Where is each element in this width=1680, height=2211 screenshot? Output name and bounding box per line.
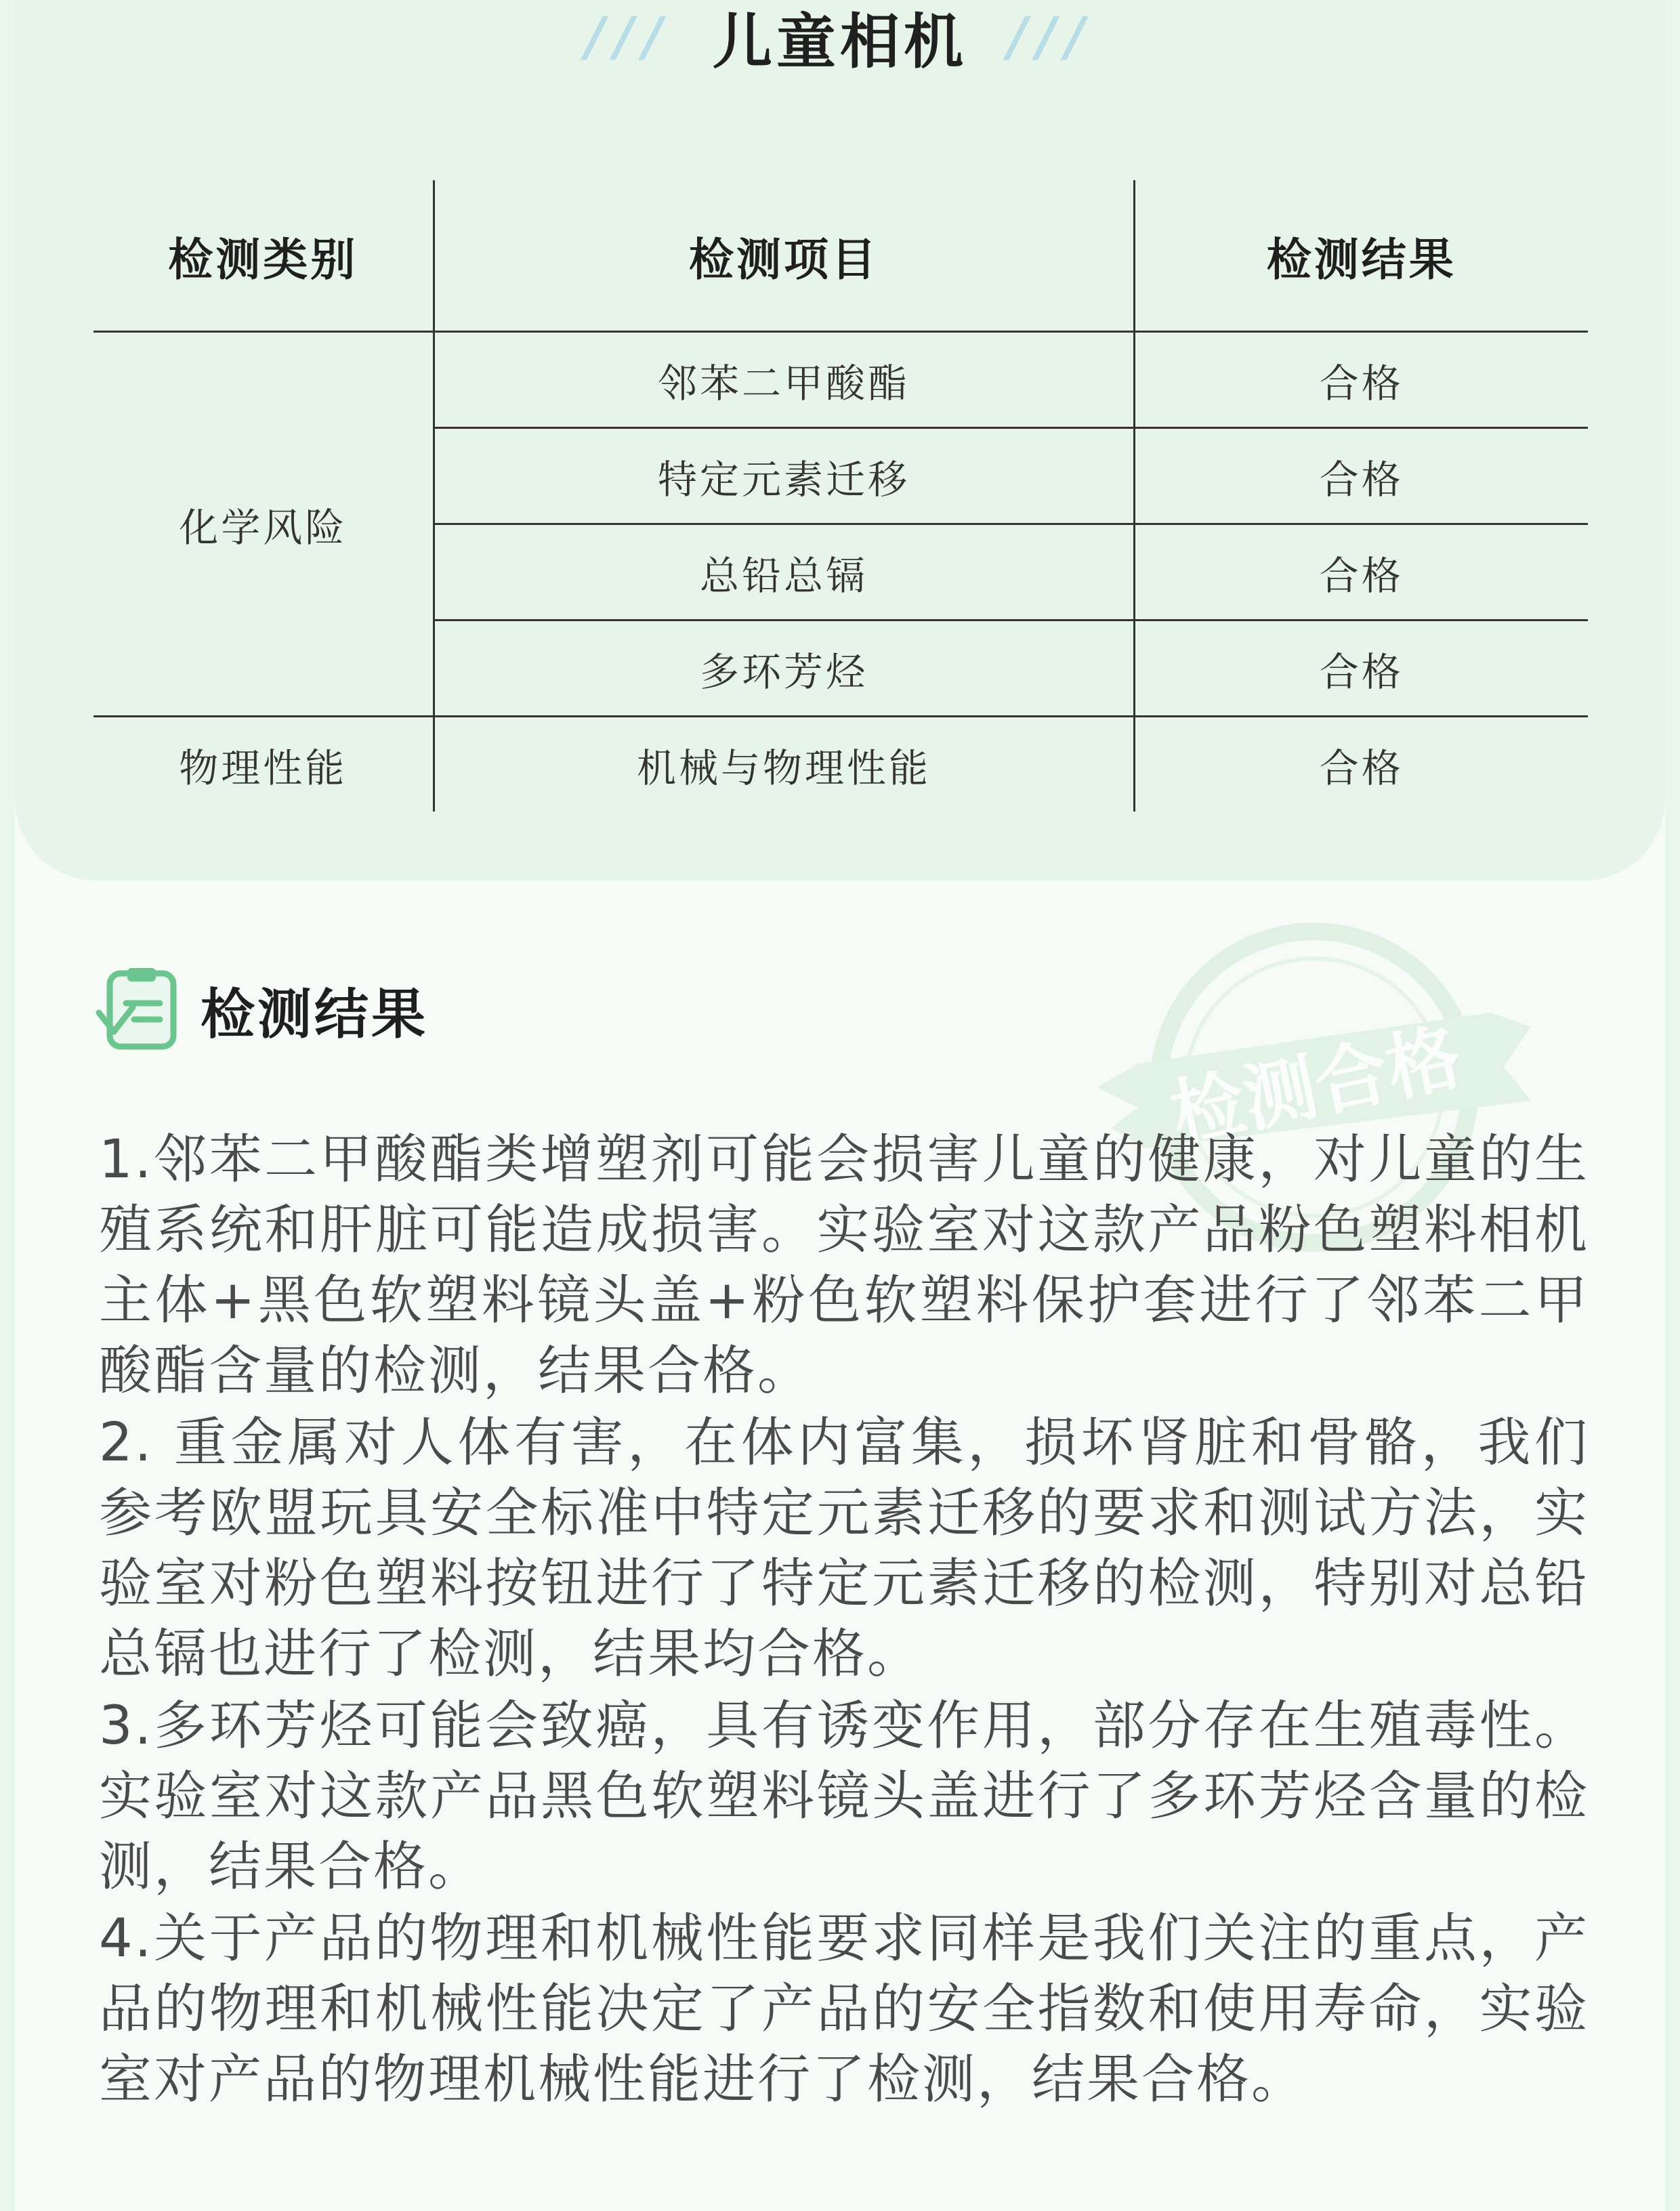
category-cell: 化学风险 xyxy=(93,332,434,717)
stamp-text: 检测合格 xyxy=(1164,1014,1468,1158)
header-category: 检测类别 xyxy=(93,180,434,332)
table-row xyxy=(93,332,1588,428)
item-cell: 特定元素迁移 xyxy=(434,428,1134,524)
item-cell: 机械与物理性能 xyxy=(434,717,1134,812)
header-result: 检测结果 xyxy=(1134,180,1588,332)
paragraph: 1.邻苯二甲酸酯类增塑剂可能会损害儿童的健康，对儿童的生殖系统和肝脏可能造成损害。实验室对这款产品粉色塑料相机主体+黑色软塑料镜头盖+粉色软塑料保护套进行了邻苯二甲酸酯含量的检测，结果合格。 xyxy=(99,1129,1589,1402)
clipboard-check-icon xyxy=(95,965,183,1053)
paragraph: 4.关于产品的物理和机械性能要求同样是我们关注的重点，产品的物理和机械性能决定了产品的安全指数和使用寿命，实验室对产品的物理机械性能进行了检测，结果合格。 xyxy=(99,1908,1589,2110)
title-decoration-left: /// xyxy=(585,7,672,68)
section-header xyxy=(95,965,428,1053)
table-row xyxy=(93,717,1588,812)
header-item: 检测项目 xyxy=(434,180,1134,332)
category-cell: 物理性能 xyxy=(179,744,348,791)
result-cell: 合格 xyxy=(1134,524,1588,620)
table-header-row xyxy=(93,180,1588,332)
item-cell: 邻苯二甲酸酯 xyxy=(434,332,1134,428)
result-cell: 合格 xyxy=(1134,428,1588,524)
paragraph: 3.多环芳烃可能会致癌，具有诱变作用，部分存在生殖毒性。实验室对这款产品黑色软塑料镜头盖进行了多环芳烃含量的检测，结果合格。 xyxy=(99,1696,1589,1897)
result-cell: 合格 xyxy=(1134,620,1588,717)
result-cell: 合格 xyxy=(1134,332,1588,428)
result-description xyxy=(99,1124,1589,2116)
item-cell: 总铅总镉 xyxy=(434,524,1134,620)
section-title: 检测结果 xyxy=(201,982,428,1046)
result-cell: 合格 xyxy=(1134,717,1588,812)
page-title: 儿童相机 xyxy=(712,7,967,77)
title-decoration-right: /// xyxy=(1008,7,1095,68)
paragraph: 2. 重金属对人体有害，在体内富集，损坏肾脏和骨骼，我们参考欧盟玩具安全标准中特定元素迁移的要求和测试方法，实验室对粉色塑料按钮进行了特定元素迁移的检测，特别对总铅总镉也进行了检测，结果均合格。 xyxy=(99,1412,1589,1685)
title-bar xyxy=(0,0,1680,75)
item-cell: 多环芳烃 xyxy=(434,620,1134,717)
results-table xyxy=(93,180,1588,812)
